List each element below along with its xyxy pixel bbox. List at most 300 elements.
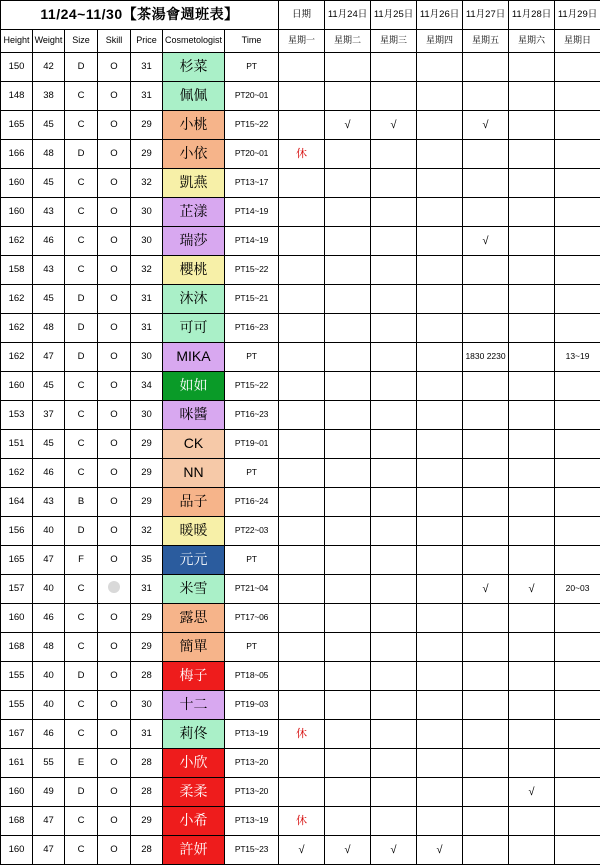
cell-day-5[interactable]	[509, 314, 555, 343]
cell-day-5[interactable]	[509, 836, 555, 865]
col-header-weekday-4: 星期五	[463, 30, 509, 53]
cell-day-4[interactable]	[463, 633, 509, 662]
cell-time: PT20~01	[225, 140, 279, 169]
cell-day-2[interactable]	[371, 314, 417, 343]
cell-day-5[interactable]	[509, 604, 555, 633]
cell-day-0[interactable]	[279, 459, 325, 488]
cell-weight: 46	[33, 604, 65, 633]
cell-day-4[interactable]	[463, 691, 509, 720]
cell-day-4[interactable]	[463, 53, 509, 82]
cell-time: PT15~22	[225, 111, 279, 140]
cell-day-3[interactable]	[417, 140, 463, 169]
cell-day-3[interactable]	[417, 227, 463, 256]
cell-weight: 47	[33, 807, 65, 836]
cell-day-6[interactable]	[555, 604, 600, 633]
cell-day-4[interactable]	[463, 430, 509, 459]
date-col-1: 11月25日	[371, 1, 417, 30]
cell-day-5[interactable]	[509, 111, 555, 140]
cell-day-6[interactable]	[555, 430, 600, 459]
cell-day-1[interactable]	[325, 285, 371, 314]
cell-day-2[interactable]	[371, 82, 417, 111]
cell-size: C	[65, 198, 98, 227]
cell-day-4[interactable]: √	[463, 227, 509, 256]
cell-day-4[interactable]	[463, 517, 509, 546]
cell-time: PT19~03	[225, 691, 279, 720]
cell-day-6[interactable]	[555, 836, 600, 865]
cell-size: C	[65, 691, 98, 720]
cell-day-5[interactable]	[509, 662, 555, 691]
cell-cosmetologist-name[interactable]: 暖暖	[163, 517, 225, 546]
cell-day-0[interactable]	[279, 169, 325, 198]
cell-day-6[interactable]: 13~19	[555, 343, 600, 372]
table-row	[1, 430, 600, 459]
cell-cosmetologist-name[interactable]: NN	[163, 459, 225, 488]
cell-day-1[interactable]	[325, 720, 371, 749]
cell-day-1[interactable]	[325, 198, 371, 227]
cell-day-1[interactable]	[325, 314, 371, 343]
cell-day-4[interactable]	[463, 82, 509, 111]
cell-day-3[interactable]	[417, 53, 463, 82]
cell-day-6[interactable]	[555, 807, 600, 836]
cell-day-6[interactable]	[555, 720, 600, 749]
cell-day-1[interactable]	[325, 140, 371, 169]
cell-day-5[interactable]	[509, 720, 555, 749]
cell-day-6[interactable]	[555, 140, 600, 169]
cell-day-0[interactable]	[279, 314, 325, 343]
cell-day-6[interactable]	[555, 633, 600, 662]
table-row	[1, 256, 600, 285]
cell-day-1[interactable]	[325, 633, 371, 662]
cell-cosmetologist-name[interactable]: 十二	[163, 691, 225, 720]
cell-day-0[interactable]	[279, 343, 325, 372]
cell-weight: 42	[33, 53, 65, 82]
cell-day-4[interactable]	[463, 778, 509, 807]
cell-cosmetologist-name[interactable]: 露思	[163, 604, 225, 633]
cell-day-3[interactable]	[417, 749, 463, 778]
col-header-cosmetologist: Cosmetologist	[163, 30, 225, 53]
cell-day-5[interactable]	[509, 749, 555, 778]
cell-day-4[interactable]	[463, 256, 509, 285]
cell-day-5[interactable]	[509, 372, 555, 401]
cell-size: C	[65, 372, 98, 401]
cell-day-6[interactable]	[555, 285, 600, 314]
cell-day-1[interactable]	[325, 227, 371, 256]
cell-day-6[interactable]	[555, 169, 600, 198]
cell-height: 168	[1, 807, 33, 836]
cell-day-2[interactable]	[371, 633, 417, 662]
cell-day-1[interactable]	[325, 256, 371, 285]
cell-cosmetologist-name[interactable]: 許妍	[163, 836, 225, 865]
cell-cosmetologist-name[interactable]: 瑞莎	[163, 227, 225, 256]
cell-cosmetologist-name[interactable]: 小欣	[163, 749, 225, 778]
cell-weight: 43	[33, 256, 65, 285]
cell-height: 155	[1, 691, 33, 720]
cell-day-6[interactable]	[555, 53, 600, 82]
cell-day-1[interactable]	[325, 459, 371, 488]
table-row	[1, 459, 600, 488]
cell-cosmetologist-name[interactable]: 簡單	[163, 633, 225, 662]
cell-day-3[interactable]	[417, 720, 463, 749]
cell-day-5[interactable]	[509, 227, 555, 256]
cell-day-2[interactable]: √	[371, 836, 417, 865]
cell-day-4[interactable]	[463, 749, 509, 778]
cell-day-3[interactable]	[417, 459, 463, 488]
cell-price: 29	[131, 430, 163, 459]
cell-day-1[interactable]	[325, 749, 371, 778]
cell-day-1[interactable]	[325, 430, 371, 459]
cell-day-1[interactable]	[325, 53, 371, 82]
cell-day-2[interactable]	[371, 807, 417, 836]
cell-day-2[interactable]	[371, 604, 417, 633]
cell-day-1[interactable]	[325, 82, 371, 111]
cell-day-3[interactable]	[417, 662, 463, 691]
cell-day-0[interactable]	[279, 749, 325, 778]
cell-weight: 45	[33, 169, 65, 198]
col-header-weekday-1: 星期二	[325, 30, 371, 53]
cell-cosmetologist-name[interactable]: 小希	[163, 807, 225, 836]
cell-day-6[interactable]	[555, 749, 600, 778]
cell-day-6[interactable]	[555, 401, 600, 430]
cell-day-6[interactable]	[555, 517, 600, 546]
cell-height: 160	[1, 372, 33, 401]
cell-cosmetologist-name[interactable]: 小依	[163, 140, 225, 169]
date-col-3: 11月27日	[463, 1, 509, 30]
cell-day-3[interactable]	[417, 256, 463, 285]
cell-cosmetologist-name[interactable]: 櫻桃	[163, 256, 225, 285]
cell-day-0[interactable]	[279, 53, 325, 82]
cell-day-2[interactable]	[371, 430, 417, 459]
cell-skill: O	[98, 285, 131, 314]
cell-day-5[interactable]	[509, 488, 555, 517]
cell-day-6[interactable]	[555, 111, 600, 140]
cell-day-5[interactable]	[509, 691, 555, 720]
cell-day-6[interactable]	[555, 372, 600, 401]
cell-skill: O	[98, 343, 131, 372]
cell-day-0[interactable]: √	[279, 836, 325, 865]
cell-time: PT16~24	[225, 488, 279, 517]
cell-day-4[interactable]	[463, 198, 509, 227]
cell-day-5[interactable]	[509, 546, 555, 575]
cell-day-5[interactable]	[509, 140, 555, 169]
cell-weight: 40	[33, 662, 65, 691]
table-row	[1, 401, 600, 430]
cell-day-0[interactable]	[279, 546, 325, 575]
cell-day-1[interactable]	[325, 778, 371, 807]
cell-day-5[interactable]	[509, 807, 555, 836]
cell-day-0[interactable]	[279, 778, 325, 807]
cell-day-2[interactable]	[371, 227, 417, 256]
cell-price: 31	[131, 82, 163, 111]
cell-time: PT14~19	[225, 227, 279, 256]
table-row	[1, 691, 600, 720]
cell-price: 30	[131, 401, 163, 430]
cell-cosmetologist-name[interactable]: 梅子	[163, 662, 225, 691]
cell-day-3[interactable]	[417, 691, 463, 720]
table-row	[1, 604, 600, 633]
cell-cosmetologist-name[interactable]: 莉佟	[163, 720, 225, 749]
cell-day-6[interactable]	[555, 691, 600, 720]
cell-day-3[interactable]	[417, 111, 463, 140]
cell-day-5[interactable]	[509, 343, 555, 372]
cell-cosmetologist-name[interactable]: 凱燕	[163, 169, 225, 198]
cell-day-2[interactable]	[371, 256, 417, 285]
cell-day-0[interactable]	[279, 633, 325, 662]
cell-day-1[interactable]	[325, 807, 371, 836]
table-row	[1, 53, 600, 82]
cell-day-0[interactable]	[279, 372, 325, 401]
cell-day-0[interactable]: 休	[279, 140, 325, 169]
cell-day-6[interactable]	[555, 459, 600, 488]
cell-day-2[interactable]	[371, 169, 417, 198]
cell-day-3[interactable]	[417, 778, 463, 807]
cell-day-1[interactable]	[325, 575, 371, 604]
cell-day-3[interactable]	[417, 401, 463, 430]
cell-day-6[interactable]	[555, 256, 600, 285]
cell-day-4[interactable]	[463, 836, 509, 865]
cell-day-3[interactable]	[417, 82, 463, 111]
cell-day-0[interactable]: 休	[279, 807, 325, 836]
cell-skill: O	[98, 372, 131, 401]
cell-cosmetologist-name[interactable]: 小桃	[163, 111, 225, 140]
cell-day-3[interactable]	[417, 314, 463, 343]
cell-height: 153	[1, 401, 33, 430]
cell-cosmetologist-name[interactable]: CK	[163, 430, 225, 459]
cell-height: 160	[1, 836, 33, 865]
cell-day-2[interactable]	[371, 575, 417, 604]
cell-time: PT	[225, 343, 279, 372]
cell-day-5[interactable]	[509, 430, 555, 459]
header-row-dates	[1, 1, 600, 30]
cell-day-1[interactable]	[325, 372, 371, 401]
cell-day-0[interactable]	[279, 285, 325, 314]
cell-cosmetologist-name[interactable]: 如如	[163, 372, 225, 401]
cell-day-2[interactable]	[371, 691, 417, 720]
cell-size: C	[65, 836, 98, 865]
cell-day-4[interactable]: √	[463, 575, 509, 604]
cell-day-0[interactable]	[279, 198, 325, 227]
cell-day-4[interactable]	[463, 604, 509, 633]
cell-size: D	[65, 517, 98, 546]
cell-day-0[interactable]	[279, 256, 325, 285]
table-row	[1, 140, 600, 169]
cell-cosmetologist-name[interactable]: 可可	[163, 314, 225, 343]
cell-size: D	[65, 314, 98, 343]
cell-day-6[interactable]	[555, 82, 600, 111]
cell-weight: 43	[33, 488, 65, 517]
cell-day-3[interactable]	[417, 604, 463, 633]
cell-day-5[interactable]	[509, 256, 555, 285]
cell-day-3[interactable]: √	[417, 836, 463, 865]
cell-day-1[interactable]	[325, 517, 371, 546]
cell-day-5[interactable]	[509, 285, 555, 314]
cell-day-3[interactable]	[417, 488, 463, 517]
table-row	[1, 343, 600, 372]
table-row	[1, 169, 600, 198]
cell-day-3[interactable]	[417, 807, 463, 836]
cell-day-3[interactable]	[417, 517, 463, 546]
cell-size: D	[65, 662, 98, 691]
cell-day-2[interactable]	[371, 720, 417, 749]
cell-day-4[interactable]	[463, 720, 509, 749]
cell-day-0[interactable]	[279, 691, 325, 720]
cell-day-2[interactable]	[371, 488, 417, 517]
cell-day-4[interactable]	[463, 314, 509, 343]
cell-cosmetologist-name[interactable]: 咪醬	[163, 401, 225, 430]
cell-day-0[interactable]	[279, 662, 325, 691]
cell-day-2[interactable]	[371, 198, 417, 227]
cell-cosmetologist-name[interactable]: 杉菜	[163, 53, 225, 82]
cell-day-5[interactable]	[509, 459, 555, 488]
cell-day-2[interactable]	[371, 459, 417, 488]
cell-day-3[interactable]	[417, 198, 463, 227]
cell-day-1[interactable]	[325, 691, 371, 720]
cell-day-6[interactable]	[555, 662, 600, 691]
cell-price: 31	[131, 575, 163, 604]
cell-day-4[interactable]: √	[463, 111, 509, 140]
cell-day-1[interactable]: √	[325, 836, 371, 865]
cell-day-0[interactable]	[279, 430, 325, 459]
cell-day-4[interactable]	[463, 459, 509, 488]
cell-height: 167	[1, 720, 33, 749]
cell-day-5[interactable]	[509, 633, 555, 662]
cell-day-3[interactable]	[417, 633, 463, 662]
skill-circle-icon	[108, 581, 120, 593]
cell-day-2[interactable]	[371, 546, 417, 575]
cell-weight: 40	[33, 517, 65, 546]
cell-day-4[interactable]	[463, 140, 509, 169]
cell-day-0[interactable]	[279, 227, 325, 256]
cell-day-3[interactable]	[417, 430, 463, 459]
col-header-time: Time	[225, 30, 279, 53]
cell-day-5[interactable]	[509, 82, 555, 111]
cell-day-4[interactable]	[463, 401, 509, 430]
cell-weight: 47	[33, 343, 65, 372]
cell-weight: 48	[33, 314, 65, 343]
date-col-5: 11月29日	[555, 1, 600, 30]
cell-cosmetologist-name[interactable]: MIKA	[163, 343, 225, 372]
cell-size: D	[65, 285, 98, 314]
cell-day-6[interactable]	[555, 546, 600, 575]
cell-skill: O	[98, 807, 131, 836]
cell-cosmetologist-name[interactable]: 沐沐	[163, 285, 225, 314]
cell-day-2[interactable]	[371, 372, 417, 401]
cell-day-4[interactable]	[463, 546, 509, 575]
cell-skill: O	[98, 749, 131, 778]
table-row	[1, 488, 600, 517]
cell-day-4[interactable]: 1830 2230	[463, 343, 509, 372]
cell-day-1[interactable]	[325, 401, 371, 430]
cell-day-0[interactable]	[279, 575, 325, 604]
cell-day-4[interactable]	[463, 169, 509, 198]
cell-day-2[interactable]	[371, 401, 417, 430]
cell-weight: 37	[33, 401, 65, 430]
cell-day-4[interactable]	[463, 662, 509, 691]
cell-cosmetologist-name[interactable]: 佩佩	[163, 82, 225, 111]
cell-day-3[interactable]	[417, 169, 463, 198]
cell-day-5[interactable]	[509, 401, 555, 430]
cell-day-1[interactable]	[325, 488, 371, 517]
cell-day-6[interactable]: 20~03	[555, 575, 600, 604]
cell-time: PT17~06	[225, 604, 279, 633]
cell-size: C	[65, 459, 98, 488]
cell-day-2[interactable]: √	[371, 111, 417, 140]
cell-day-1[interactable]	[325, 343, 371, 372]
cell-day-5[interactable]	[509, 198, 555, 227]
cell-price: 29	[131, 488, 163, 517]
cell-height: 168	[1, 633, 33, 662]
cell-cosmetologist-name[interactable]: 柔柔	[163, 778, 225, 807]
cell-day-1[interactable]	[325, 546, 371, 575]
table-row	[1, 546, 600, 575]
cell-day-1[interactable]	[325, 169, 371, 198]
table-row	[1, 198, 600, 227]
cell-day-4[interactable]	[463, 807, 509, 836]
cell-cosmetologist-name[interactable]: 芷漾	[163, 198, 225, 227]
cell-cosmetologist-name[interactable]: 品子	[163, 488, 225, 517]
cell-day-6[interactable]	[555, 198, 600, 227]
cell-day-2[interactable]	[371, 343, 417, 372]
cell-day-5[interactable]: √	[509, 575, 555, 604]
cell-day-3[interactable]	[417, 372, 463, 401]
cell-day-3[interactable]	[417, 546, 463, 575]
cell-day-2[interactable]	[371, 140, 417, 169]
cell-day-2[interactable]	[371, 662, 417, 691]
cell-day-4[interactable]	[463, 285, 509, 314]
cell-height: 162	[1, 285, 33, 314]
cell-time: PT13~19	[225, 807, 279, 836]
cell-day-5[interactable]: √	[509, 778, 555, 807]
cell-day-0[interactable]	[279, 401, 325, 430]
table-row	[1, 517, 600, 546]
cell-day-6[interactable]	[555, 227, 600, 256]
cell-height: 160	[1, 169, 33, 198]
cell-day-1[interactable]: √	[325, 111, 371, 140]
table-row	[1, 82, 600, 111]
cell-day-3[interactable]	[417, 343, 463, 372]
cell-day-6[interactable]	[555, 488, 600, 517]
cell-day-2[interactable]	[371, 778, 417, 807]
cell-skill: O	[98, 227, 131, 256]
cell-day-0[interactable]: 休	[279, 720, 325, 749]
cell-day-2[interactable]	[371, 285, 417, 314]
cell-day-0[interactable]	[279, 82, 325, 111]
cell-day-0[interactable]	[279, 604, 325, 633]
cell-time: PT14~19	[225, 198, 279, 227]
cell-day-5[interactable]	[509, 53, 555, 82]
cell-day-6[interactable]	[555, 778, 600, 807]
cell-day-2[interactable]	[371, 517, 417, 546]
cell-day-5[interactable]	[509, 517, 555, 546]
cell-day-4[interactable]	[463, 372, 509, 401]
cell-weight: 43	[33, 198, 65, 227]
cell-day-1[interactable]	[325, 604, 371, 633]
table-row	[1, 314, 600, 343]
cell-day-2[interactable]	[371, 749, 417, 778]
cell-cosmetologist-name[interactable]: 元元	[163, 546, 225, 575]
cell-day-5[interactable]	[509, 169, 555, 198]
cell-cosmetologist-name[interactable]: 米雪	[163, 575, 225, 604]
col-header-weight: Weight	[33, 30, 65, 53]
cell-day-0[interactable]	[279, 488, 325, 517]
cell-day-0[interactable]	[279, 517, 325, 546]
cell-day-6[interactable]	[555, 314, 600, 343]
cell-day-4[interactable]	[463, 488, 509, 517]
cell-day-3[interactable]	[417, 575, 463, 604]
cell-day-0[interactable]	[279, 111, 325, 140]
cell-day-3[interactable]	[417, 285, 463, 314]
cell-day-1[interactable]	[325, 662, 371, 691]
cell-day-2[interactable]	[371, 53, 417, 82]
